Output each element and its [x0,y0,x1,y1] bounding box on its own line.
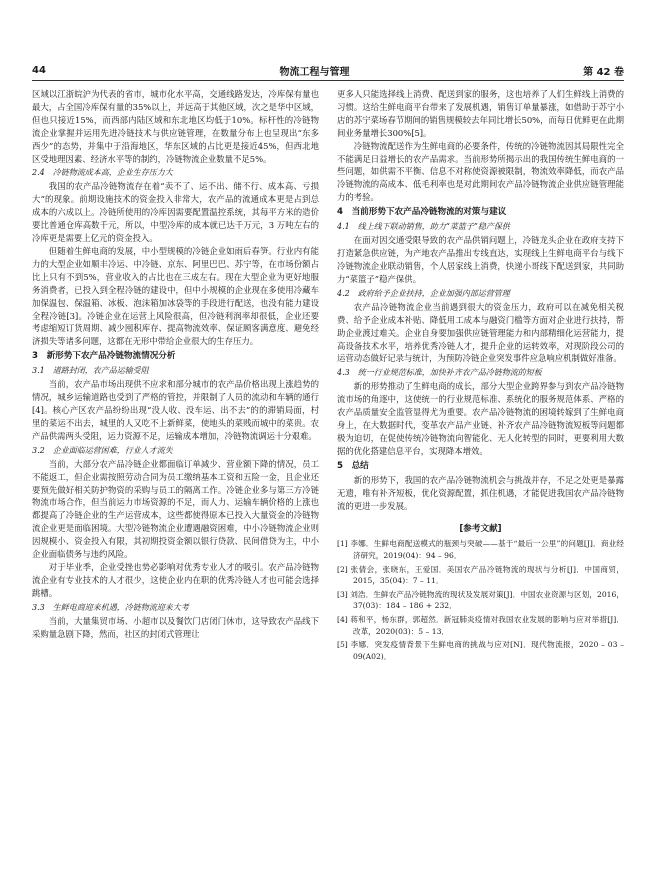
paragraph: 当前，大量集贸市场、小超市以及餐饮门店闭门休市，这导致农产品线下采购量急剧下降，然而，社区的封闭式管理让 [32,615,319,639]
paragraph: 在面对因交通受限导致的农产品供销问题上，冷链龙头企业在政府支持下打造紧急供应链，为产地农产品推出专线直达，实现线上生鲜电商平台与线下冷链物流企业联动销售，个人居家线上消费，快递小哥线下配送到家，共同助力“菜篮子”稳产保供。 [337,235,624,284]
paragraph: 我国的农产品冷链物流存在着“卖不了、运不出、储不行、成本高、亏损大”的现象。前期设施技术的资金投入非常大，农产品的流通成本更是占到总成本的六成以上。冷链所使用的冷库因需要配置温控系统，其每平方米的造价要比普通仓库高数千元，所以，中型冷库的成本就已达千万元，3 万吨左右的冷库更是需要上亿元的资金投入。 [32,181,319,244]
section-heading-4: 4 当前形势下农产品冷链物流的对策与建议 [337,207,507,218]
section-heading-3-3: 3.3 生鲜电商迎来机遇，冷链物流迎来大考 [32,602,189,612]
section-heading-4-3: 4.3 统一行业规范标准，加快补齐农产品冷链物流的短板 [337,368,542,378]
paragraph: 冷链物流配送作为生鲜电商的必要条件，传统的冷链物流因其局限性完全不能满足日益增长的农产品需求。当前形势所揭示出的我国传统生鲜电商的一些问题，如供需不平衡、信息不对称使资源被限制，物流效率降低，而农产品冷链物流的高成本、低毛利率也是对此期间农产品冷链物流企业供应链管理能力的考验。 [337,140,624,203]
section-heading-3-1: 3.1 道路封闭，农产品运输受阻 [32,366,149,376]
paragraph: 新的形势下，我国的农产品冷链物流机会与挑战并存，不足之处更是暴露无遗，唯有补齐短板，优化资源配置，抓住机遇，才能促进我国农产品冷链物流的更进一步发展。 [337,474,624,511]
paragraph: 区域以江浙皖沪为代表的省市，城市化水平高，交通线路发达，冷库保有量也最大，占全国冷库保有量的35%以上，并远高于其他区域，次之是华中区域，但也只接近15%，而西部内陆区域和东北地区均低于10%。标杆性的冷链物流企业掌握并运用先进冷链技术与供应链管理，在数量分布上也呈现出“东多西少”的态势，并集中于沿海地区，华东区域的占比更是接近45%，但西北地区受地理因素、经济水平等的制约，冷链物流企业数量不足5%。 [32,89,319,164]
paragraph: 农产品冷链物流企业当前遇到很大的资金压力，政府可以在减免相关税费、给予企业成本补贴、降低用工成本与融资门槛等方面对企业进行扶持，帮助企业渡过难关。企业自身要加强供应链管理能力和内部精细化运营能力，提高设备技术水平，培养优秀冷链人才，提升企业的运转效率，对现阶段公司的运营动态做好记录与统计，为预防冷链企业突发事件应急响应机制做好准备。 [337,301,624,364]
section-heading-4-2: 4.2 政府给予企业扶持，企业加强内部运营管理 [337,288,510,298]
section-heading-5: 5 总结 [337,460,369,471]
reference-item: [4] 蒋和平，杨东群，郭超然．新冠肺炎疫情对我国农业发展的影响与应对举措[J]．改革，2020(03)：5 – 13． [337,615,624,636]
running-header [32,60,624,81]
body-columns [32,88,624,868]
reference-item: [3] 刘浩．生鲜农产品冷链物流的现状及发展对策[J]．中国农业资源与区划，2016，37(03)：184 – 186 + 232． [337,589,624,611]
reference-item: [2] 张倩会，张晓东，王爱国．美国农产品冷链物流的现状与分析[J]．中国商贸，2015，35(04)：7 – 11． [337,564,624,586]
paragraph: 当前，农产品市场出现供不应求和部分城市的农产品价格出现上涨趋势的情况，城乡运输道路也受到了严格的管控，并限制了人员的流动和车辆的通行[4]。核心产区农产品纷纷出现“没人收、没车运、出不去”的的滞销局面，村里的菜运不出去，城里的人又吃不上新鲜菜，使地头的菜贱而城中的菜贵。农产品供需两头受阻，运力资源不足，运输成本增加，冷链物流调运十分艰难。 [32,379,319,441]
journal-title: 物流工程与管理 [279,66,350,78]
section-heading-3-2: 3.2 企业面临运营困难，行业人才流失 [32,445,173,455]
section-heading-2-4: 2.4 冷链物流成本高，企业生存压力大 [32,168,173,178]
references-title: [参考文献] [459,524,502,535]
reference-item: [5] 李娜．突发疫情背景下生鲜电商的挑战与应对[N]．现代物流报，2020 – 03 – 09(A02)． [337,640,624,661]
volume-label: 第 42 卷 [583,66,624,78]
reference-item: [1] 李娜．生鲜电商配送模式的瓶颈与突破——基于“最后一公里”的问题[J]．商业经济研究，2019(04)：94 – 96． [337,539,624,561]
paragraph: 但随着生鲜电商的发展，中小型规模的冷链企业如雨后春笋。行业内有能力的大型企业如顺丰冷运、中冷链、京东、阿里巴巴、苏宁等，在市场份额占比上只有不到5%，营业收入的占比也在三成左右。现在大型企业为更好地服务消费者，已投入到全程冷链的建设中，但中小规模的企业现在多使用冷藏车加保温包、保温箱、冰板、泡沫箱加冰袋等的手段进行配送，也没有能力建设全程冷链[3]。冷链企业在运营上风险很高，但冷链利润率却很低，企业还要考虑缩短订货周期、减少囤积库存、提高物流效率、保证顾客满意度、避免经济损失等诸多问题，这都在无形中带给企业很大的生存压力。 [32,245,319,347]
right-column [337,88,624,868]
paragraph: 当前，大部分农产品冷链企业都面临订单减少、营业额下降的情况，员工不能返工，但企业需按照劳动合同为员工缴纳基本工资和五险一金，且企业还要预先做好相关防护物资的采购与员工的隔离工作。冷链企业多与第三方冷链物流市场合作，但当前运力市场资源的不足，而人力、运输车辆价格的上涨也都提高了冷链企业的生产运营成本，这些都使得原本已投入大量资金的冷链物流企业更是面临困境。大型冷链物流企业遭遇融资困难，中小冷链物流企业则因规模小、资金投入有限，其初期投资金额以银行贷款、民间借贷为主，中小企业面临债务与违约风险。 [32,458,319,560]
section-heading-3: 3 新形势下农产品冷链物流情况分析 [32,351,176,362]
paragraph: 对于毕业季，企业受挫也势必影响对优秀专业人才的吸引。农产品冷链物流企业有专业技术的人才很少，这使企业内在职的优秀冷链人才也可能会选择跳槽。 [32,562,319,598]
paragraph: 更多人只能选择线上消费、配送到家的服务，这也培养了人们生鲜线上消费的习惯。这给生鲜电商平台带来了发展机遇，销售订单量暴涨，如借助于苏宁小店的苏宁菜场春节期间的销售规模较去年同比增长50%，而每日优鲜更在此期间业务量增长300%[5]。 [337,89,624,138]
left-column [32,88,319,868]
section-heading-4-1: 4.1 线上线下联动销售，助力“菜篮子”稳产保供 [337,222,510,232]
page-number: 44 [32,64,46,76]
paragraph: 新的形势推动了生鲜电商的成长，部分大型企业跨界参与到农产品冷链物流市场的角逐中，这使统一的行业规范标准、系统化的服务规范体系、严格的农产品质量安全监管显得尤为重要。农产品冷链物流的困境转嫁到了生鲜电商身上，在大数据时代，变革农产品产业链、补齐农产品冷链物流短板等问题都极为迫切，在促使传统冷链物流向智能化、无人化转型的同时，更要利用大数据的优化搭建信息平台，实现降本增效。 [337,381,624,456]
